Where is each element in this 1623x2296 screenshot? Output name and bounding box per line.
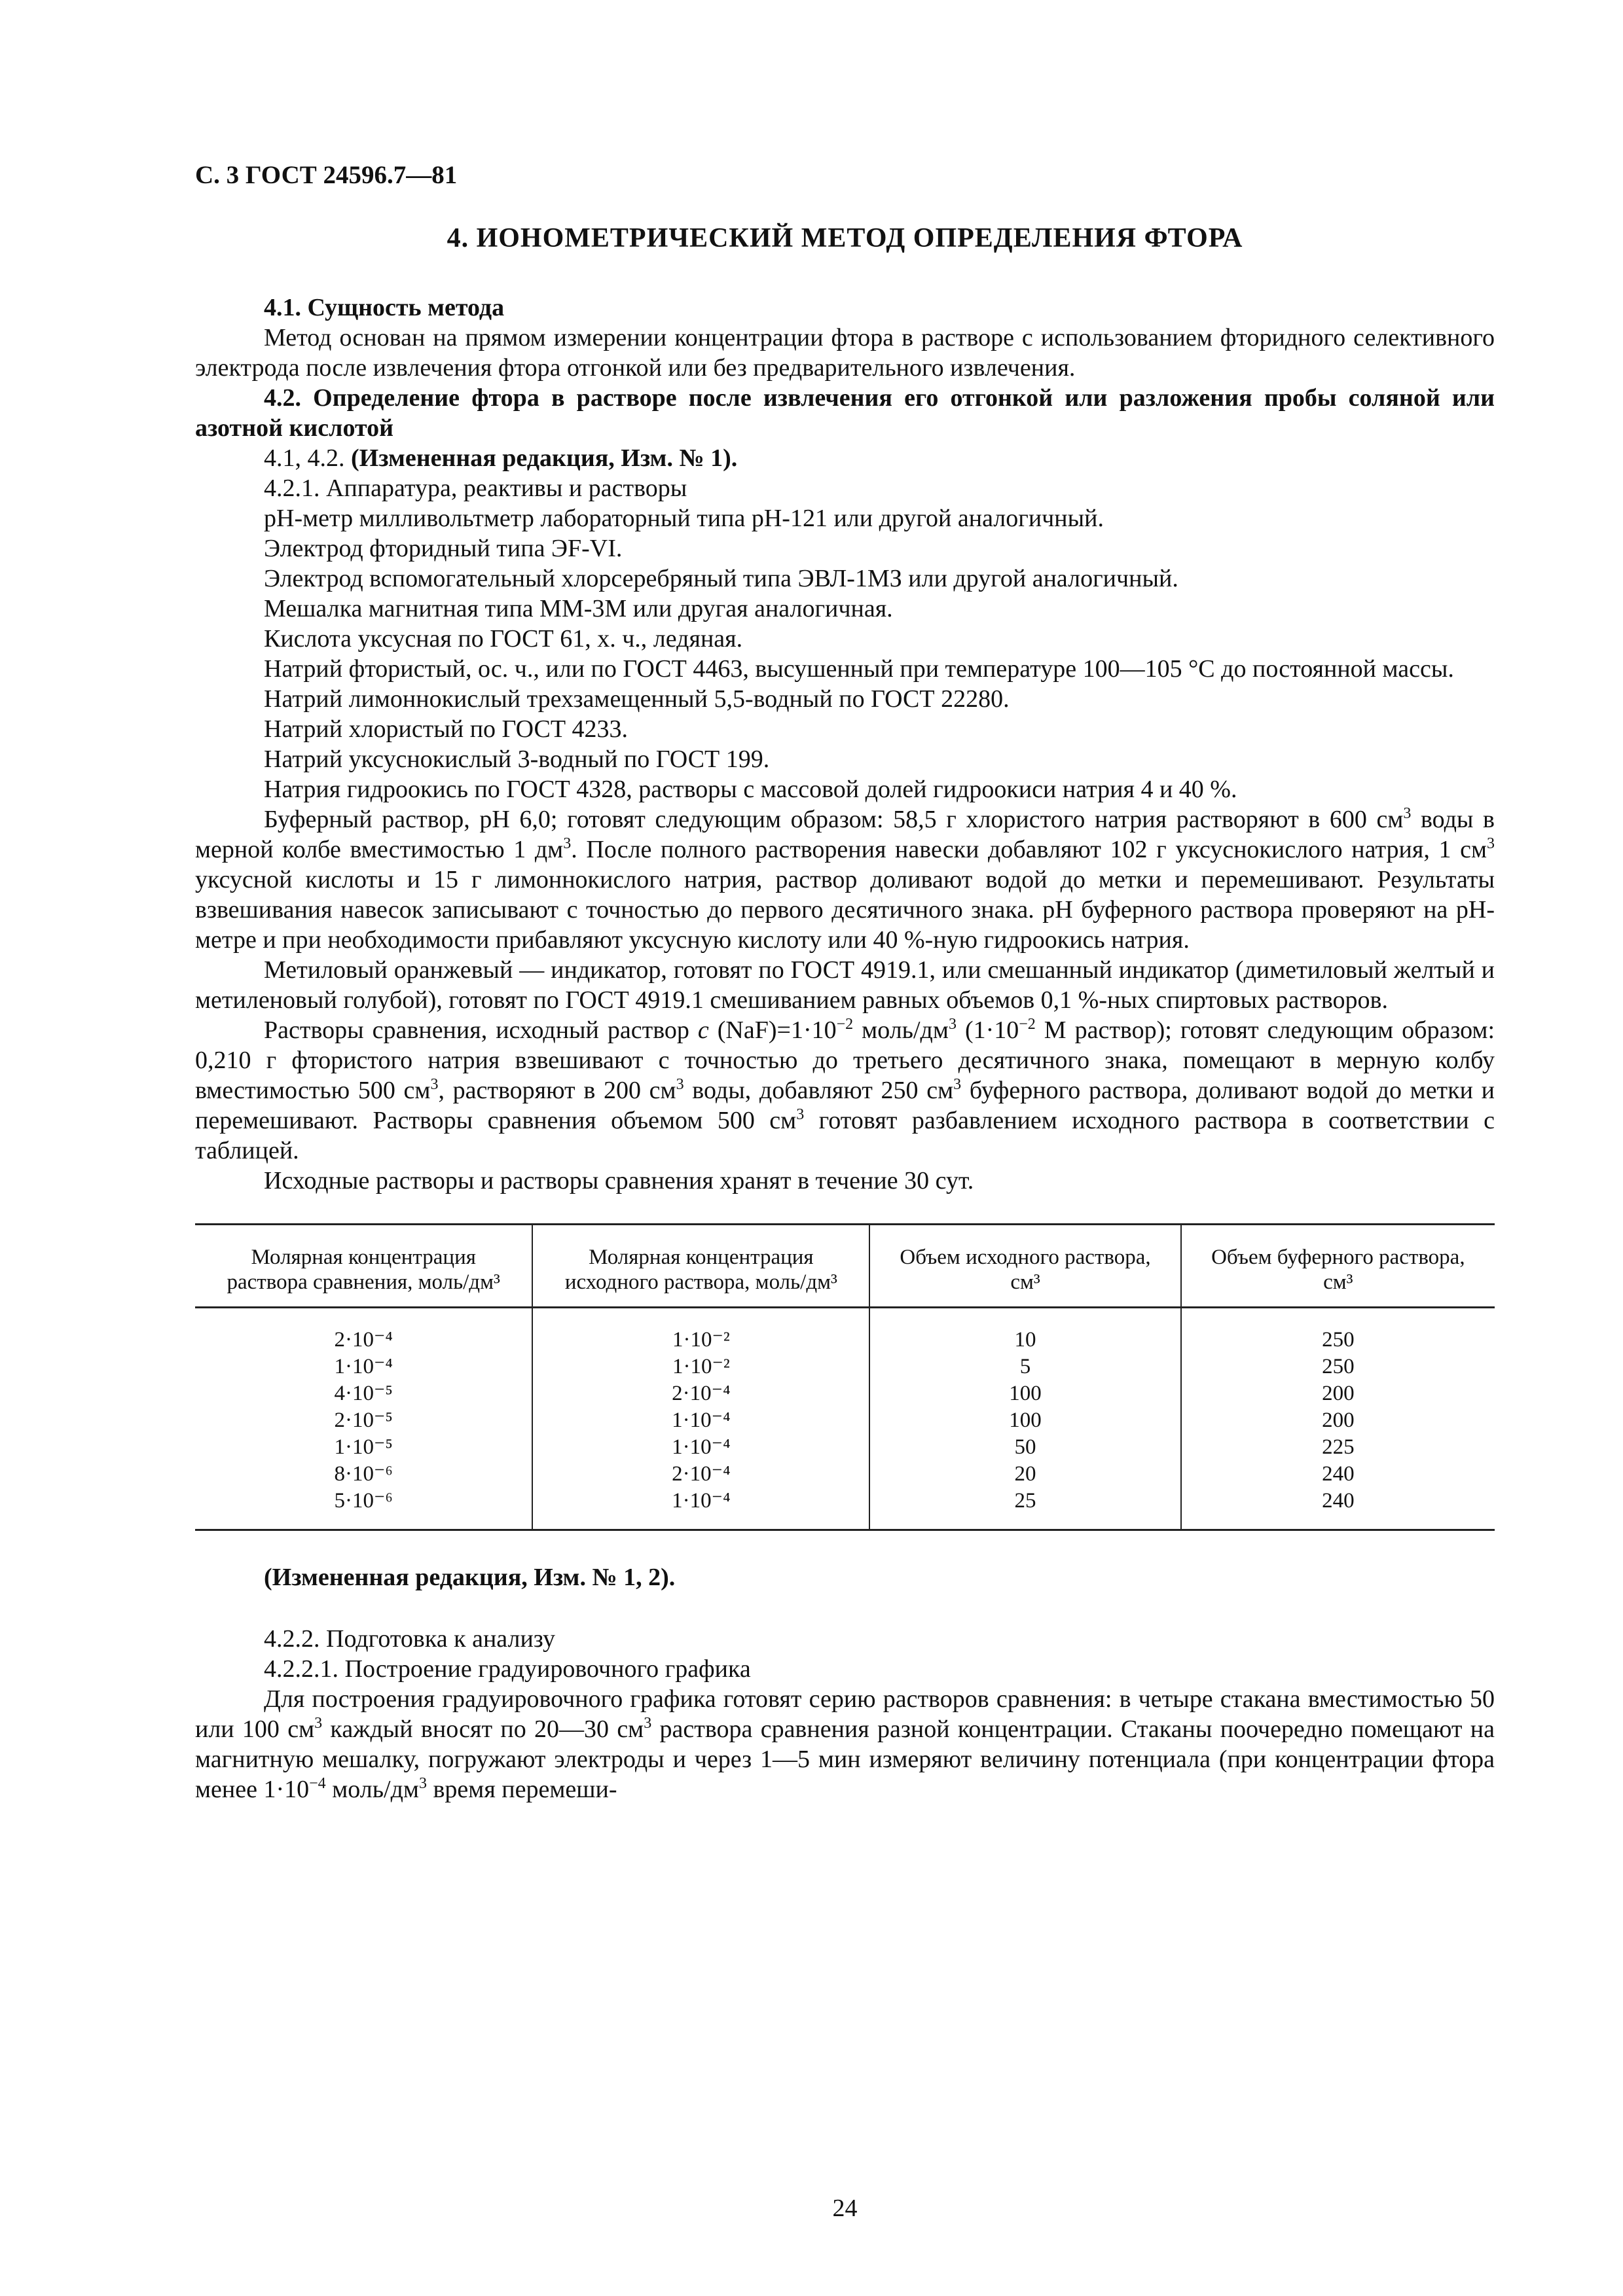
text-run: моль/дм — [853, 1016, 949, 1044]
table-cell: 1·10⁻² — [672, 1355, 730, 1378]
amendment-text: (Измененная редакция, Изм. № 1). — [351, 444, 738, 472]
paragraph-4-1: Метод основан на прямом измерении концентрации фтора в растворе с использованием фторидного селективного электрода после извлечения фтора отгонкой или без предварительного извлечения. — [195, 324, 1495, 382]
superscript: 3 — [563, 835, 572, 852]
header-line: см³ — [1323, 1270, 1353, 1294]
superscript: 3 — [1487, 835, 1495, 852]
text-run: (NaF)=1·10 — [708, 1016, 837, 1044]
reagent-item: Натрий лимоннокислый трехзамещенный 5,5-водный по ГОСТ 22280. — [264, 685, 1010, 713]
table-cell: 240 — [1322, 1489, 1355, 1513]
text-run: каждый вносят по 20—30 см — [322, 1715, 644, 1743]
dilution-table — [195, 1223, 1495, 1531]
reagent-item: Натрий хлористый по ГОСТ 4233. — [264, 715, 629, 743]
table-cell: 1·10⁻⁵ — [334, 1435, 393, 1459]
table-cell: 2·10⁻⁴ — [672, 1462, 731, 1486]
column-header — [195, 1225, 532, 1308]
amendment-note-2: (Измененная редакция, Изм. № 1, 2). — [264, 1564, 676, 1591]
table-header-row — [195, 1225, 1495, 1308]
table-cell: 25 — [1014, 1489, 1036, 1513]
table-cell: 4·10⁻⁵ — [334, 1382, 393, 1405]
superscript: −4 — [309, 1775, 326, 1792]
table-cell: 8·10⁻⁶ — [334, 1462, 393, 1486]
reagent-item: Натрия гидроокись по ГОСТ 4328, растворы с массовой долей гидроокиси натрия 4 и 40 %. — [264, 776, 1237, 803]
header-line: Молярная концентрация — [251, 1246, 476, 1269]
reagent-item: Электрод фторидный типа ЭF-VI. — [264, 535, 623, 562]
heading-4-2-2-1: 4.2.2.1. Построение градуировочного графика — [264, 1655, 751, 1683]
amendment-ref: 4.1, 4.2. — [264, 444, 351, 472]
table-cell: 2·10⁻⁴ — [672, 1382, 731, 1405]
text-run: , растворяют в 200 см — [438, 1077, 676, 1104]
table-cell: 2·10⁻⁵ — [334, 1408, 393, 1432]
table-column — [195, 1308, 532, 1530]
amendment-note-1 — [195, 443, 1495, 473]
table-cell: 240 — [1322, 1462, 1355, 1486]
superscript: 3 — [430, 1076, 439, 1093]
table-cell: 1·10⁻⁴ — [672, 1489, 731, 1513]
table-cell: 1·10⁻⁴ — [672, 1408, 731, 1432]
spacer — [195, 1592, 1495, 1624]
table-cell: 1·10⁻⁴ — [672, 1435, 731, 1459]
reagent-item: Мешалка магнитная типа ММ-3М или другая аналогичная. — [264, 595, 893, 622]
heading-4-1: 4.1. Сущность метода — [264, 294, 505, 321]
header-line: исходного раствора, моль/дм³ — [564, 1270, 837, 1294]
table-cell: 50 — [1014, 1435, 1036, 1459]
superscript: 3 — [676, 1076, 684, 1093]
text-run: раствора сравнения разной концентрации. Стаканы поочередно помещают на магнитную мешалку, погружают электроды и через 1—5 мин измеряют величину потенциала (при концентрации фтора менее 1·10 — [195, 1715, 1495, 1803]
text-run: уксусной кислоты и 15 г лимоннокислого натрия, раствор доливают водой до метки и перемешивают. Результаты взвешивания навесок записывают с точностью до первого десятичного знака. pH буферного раствора проверяют на pH-метре и при необходимости прибавляют уксусную кислоту или 40 %-ную гидроокись натрия. — [195, 866, 1495, 954]
section-title: 4. ИОНОМЕТРИЧЕСКИЙ МЕТОД ОПРЕДЕЛЕНИЯ ФТОРА — [447, 223, 1243, 253]
superscript: −2 — [836, 1016, 854, 1033]
text-run: время перемеши- — [426, 1776, 617, 1803]
table-cell: 250 — [1322, 1355, 1355, 1378]
heading-4-2-2: 4.2.2. Подготовка к анализу — [264, 1625, 555, 1653]
document-body — [195, 293, 1495, 1804]
superscript: 3 — [796, 1106, 805, 1123]
page-number: 24 — [832, 2195, 858, 2222]
reagent-item: Кислота уксусная по ГОСТ 61, х. ч., ледяная. — [264, 625, 743, 653]
reagent-item: pH-метр милливольтметр лабораторный типа pH-121 или другой аналогичный. — [264, 505, 1104, 532]
table-cell: 200 — [1322, 1382, 1355, 1405]
header-line: см³ — [1010, 1270, 1040, 1294]
storage-paragraph: Исходные растворы и растворы сравнения хранят в течение 30 сут. — [264, 1167, 974, 1194]
table-cell: 2·10⁻⁴ — [334, 1328, 393, 1352]
text-run: воды в мерной колбе вместимостью 1 дм — [195, 806, 1495, 863]
table-row — [195, 1308, 1495, 1530]
table-column — [1181, 1308, 1495, 1530]
text-run: Для построения градуировочного графика готовят серию растворов сравнения: в четыре стакана вместимостью 50 или 100 см — [195, 1685, 1495, 1743]
table-cell: 5·10⁻⁶ — [334, 1489, 393, 1513]
superscript: 3 — [953, 1076, 962, 1093]
text-run: c — [697, 1016, 709, 1044]
running-header: С. 3 ГОСТ 24596.7—81 — [195, 161, 458, 189]
table-cell: 250 — [1322, 1328, 1355, 1352]
text-run: воды, добавляют 250 см — [684, 1077, 954, 1104]
superscript: 3 — [418, 1775, 427, 1792]
text-run: готовят разбавлением исходного раствора в соответствии с таблицей. — [195, 1107, 1495, 1164]
column-header — [1181, 1225, 1495, 1308]
reagent-item: Натрий фтористый, ос. ч., или по ГОСТ 4463, высушенный при температуре 100—105 °С до постоянной массы. — [264, 655, 1454, 683]
text-run: . После полного растворения навески добавляют 102 г уксуснокислого натрия, 1 см — [571, 836, 1487, 863]
table-cell: 1·10⁻² — [672, 1328, 730, 1352]
header-line: Объем исходного раствора, — [900, 1246, 1151, 1269]
header-line: Молярная концентрация — [589, 1246, 814, 1269]
text-run: (1·10 — [956, 1016, 1019, 1044]
column-header — [532, 1225, 869, 1308]
reagent-item: Натрий уксуснокислый 3-водный по ГОСТ 199. — [264, 745, 770, 773]
table-cell: 200 — [1322, 1408, 1355, 1432]
reagent-item: Электрод вспомогательный хлорсеребряный типа ЭВЛ-1МЗ или другой аналогичный. — [264, 565, 1178, 592]
superscript: 3 — [314, 1715, 323, 1732]
heading-4-2: 4.2. Определение фтора в растворе после извлечения его отгонкой или разложения пробы соляной или азотной кислотой — [195, 384, 1495, 442]
text-run: M раствор); готовят следующим образом: 0,210 г фтористого натрия взвешивают с точностью до третьего десятичного знака, помещают в мерную колбу вместимостью 500 см — [195, 1016, 1495, 1104]
table-cell: 225 — [1322, 1435, 1355, 1459]
header-line: Объем буферного раствора, — [1211, 1246, 1465, 1269]
heading-4-2-1: 4.2.1. Аппаратура, реактивы и растворы — [264, 475, 687, 502]
table-column — [869, 1308, 1180, 1530]
table-cell: 20 — [1014, 1462, 1036, 1486]
text-run: Буферный раствор, pH 6,0; готовят следующим образом: 58,5 г хлористого натрия растворяют в 600 см — [264, 806, 1404, 833]
text-run: Растворы сравнения, исходный раствор — [264, 1016, 698, 1044]
table-cell: 10 — [1014, 1328, 1036, 1352]
table-cell: 100 — [1009, 1408, 1042, 1432]
header-line: раствора сравнения, моль/дм³ — [227, 1270, 500, 1294]
text-run: моль/дм — [325, 1776, 419, 1803]
superscript: 3 — [1403, 805, 1412, 822]
superscript: 3 — [948, 1016, 957, 1033]
table-column — [532, 1308, 869, 1530]
column-header — [869, 1225, 1180, 1308]
spacer — [195, 1531, 1495, 1562]
table-cell: 5 — [1019, 1355, 1031, 1378]
standards-paragraph — [195, 1015, 1495, 1166]
table-cell: 100 — [1009, 1382, 1042, 1405]
indicator-paragraph: Метиловый оранжевый — индикатор, готовят по ГОСТ 4919.1, или смешанный индикатор (диметиловый желтый и метиленовый голубой), готовят по ГОСТ 4919.1 смешиванием равных объемов 0,1 %-ных спиртовых растворов. — [195, 956, 1495, 1014]
table-cell: 1·10⁻⁴ — [334, 1355, 393, 1378]
superscript: 3 — [644, 1715, 652, 1732]
buffer-paragraph — [195, 804, 1495, 955]
calibration-paragraph — [195, 1684, 1495, 1804]
text-run: буферного раствора, доливают водой до метки и перемешивают. Растворы сравнения объемом 500 см — [195, 1077, 1495, 1134]
superscript: −2 — [1019, 1016, 1036, 1033]
